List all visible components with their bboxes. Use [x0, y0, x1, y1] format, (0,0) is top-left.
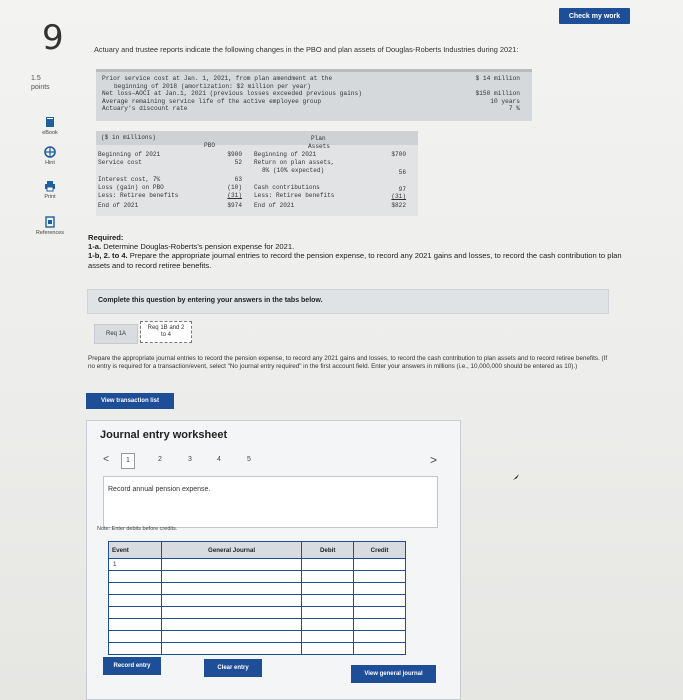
page-2[interactable]: 2	[158, 456, 162, 463]
question-number: 9	[42, 18, 64, 58]
print-icon	[44, 180, 56, 192]
print-label: Print	[44, 194, 56, 200]
event-cell	[109, 607, 162, 619]
table-row	[109, 559, 406, 571]
tab-req-1b-2-4[interactable]	[140, 321, 192, 343]
col-general-journal: General Journal	[161, 542, 301, 559]
actuary-info-box	[96, 69, 532, 121]
account-cell[interactable]	[161, 631, 301, 643]
info-row	[102, 75, 526, 83]
points-value: 1.5	[31, 75, 41, 82]
next-arrow-icon[interactable]: >	[430, 453, 438, 467]
journal-table	[108, 541, 406, 655]
pbo-value: $900	[227, 151, 242, 158]
info-text: Actuary's discount rate	[102, 105, 188, 112]
plan-label: Less: Retiree benefits	[254, 192, 335, 199]
pbo-label: Loss (gain) on PBO	[98, 184, 164, 191]
info-value: $ 14 million	[475, 75, 520, 82]
plan-value: $822	[391, 202, 406, 209]
debit-cell[interactable]	[302, 583, 354, 595]
plan-value: 56	[398, 169, 406, 176]
debit-cell[interactable]	[302, 559, 354, 571]
pbo-value: (31)	[227, 192, 242, 199]
event-cell	[109, 619, 162, 631]
clear-entry-button[interactable]: Clear entry	[204, 659, 262, 677]
record-entry-button[interactable]: Record entry	[103, 657, 161, 675]
entry-description: Record annual pension expense.	[103, 476, 438, 528]
info-text: Average remaining service life of the active employee group	[102, 97, 322, 105]
pbo-label: Interest cost, 7%	[98, 176, 161, 183]
info-row	[102, 83, 526, 91]
pbo-header: PBO	[204, 142, 215, 149]
col-credit: Credit	[354, 542, 406, 559]
debit-cell[interactable]	[302, 619, 354, 631]
credit-cell[interactable]	[354, 595, 406, 607]
table-row	[109, 583, 406, 595]
info-row	[102, 90, 526, 98]
info-text: Prior service cost at Jan. 1, 2021, from plan amendment at the	[102, 75, 333, 82]
plan-value: $700	[391, 151, 406, 158]
event-cell	[109, 631, 162, 643]
info-row	[102, 98, 526, 106]
debit-cell[interactable]	[302, 607, 354, 619]
page-4[interactable]: 4	[217, 456, 221, 463]
print-tool[interactable]	[30, 180, 70, 200]
credit-cell[interactable]	[354, 583, 406, 595]
event-cell	[109, 595, 162, 607]
prev-arrow-icon[interactable]: <	[103, 454, 109, 465]
complete-question-bar: Complete this question by entering your answers in the tabs below.	[87, 289, 609, 314]
hint-icon	[44, 146, 56, 158]
worksheet-title: Journal entry worksheet	[100, 429, 228, 441]
col-event: Event	[109, 542, 162, 559]
page-3[interactable]: 3	[188, 456, 192, 463]
pbo-label: Beginning of 2021	[98, 151, 161, 158]
required-title: Required:	[88, 233, 124, 242]
page-5[interactable]: 5	[247, 456, 251, 463]
tab-label-line1: Req 1B and 2	[147, 325, 185, 331]
pbo-plan-assets-table	[96, 131, 418, 216]
account-cell[interactable]	[161, 607, 301, 619]
info-text: beginning of 2018 (amortization: $2 million per year)	[114, 82, 311, 90]
account-cell[interactable]	[161, 583, 301, 595]
view-general-journal-button[interactable]: View general journal	[351, 665, 436, 683]
account-cell[interactable]	[161, 559, 301, 571]
credit-cell[interactable]	[354, 631, 406, 643]
event-cell	[109, 643, 162, 655]
page-1[interactable]: 1	[121, 453, 135, 469]
table-row	[109, 631, 406, 643]
hint-label: Hint	[45, 160, 55, 166]
info-row	[102, 105, 526, 113]
credit-cell[interactable]	[354, 607, 406, 619]
plan-label: Cash contributions	[254, 184, 320, 191]
debit-cell[interactable]	[302, 631, 354, 643]
part-a-text: Determine Douglas-Roberts's pension expense for 2021.	[103, 242, 295, 252]
part-b-text: Prepare the appropriate journal entries to record the pension expense, to record any 2021 gains and losses, to record the cash contribution to plan assets and to record retiree benefits.	[88, 251, 622, 270]
points-indicator	[31, 74, 50, 92]
table-row	[109, 571, 406, 583]
plan-value: (31)	[391, 193, 406, 200]
ebook-label: eBook	[42, 130, 58, 136]
event-cell	[109, 571, 162, 583]
question-intro: Actuary and trustee reports indicate the following changes in the PBO and plan assets of Douglas-Roberts Industries during 2021:	[94, 45, 519, 54]
mouse-cursor-icon	[512, 473, 520, 483]
check-my-work-button[interactable]: Check my work	[559, 8, 630, 24]
ebook-tool[interactable]	[30, 116, 70, 136]
tab-label-line2: to 4	[160, 332, 171, 338]
instructions-text: Prepare the appropriate journal entries to record the pension expense, to record any 2021 gains and losses, to record the cash contribution to plan assets and to record retiree benefits. (If no entry is required for a transaction/event, select "No journal entry required" in the first account field. Enter your answers in millions (i.e., 10,000,000 should be entered as 10).)	[88, 355, 608, 371]
pbo-label: Service cost	[98, 159, 142, 166]
pbo-value: 52	[234, 159, 242, 166]
references-tool[interactable]	[30, 216, 70, 236]
points-label: points	[31, 84, 50, 91]
plan-label: End of 2021	[254, 202, 295, 209]
references-icon	[44, 216, 56, 228]
plan-label: Beginning of 2021	[254, 151, 317, 158]
table-row	[109, 595, 406, 607]
plan-label: Return on plan assets,	[254, 159, 335, 166]
credit-cell[interactable]	[354, 643, 406, 655]
hint-tool[interactable]	[30, 146, 70, 166]
plan-header-2: Assets	[308, 143, 330, 150]
account-cell[interactable]	[161, 619, 301, 631]
book-icon	[44, 116, 56, 128]
pbo-value: 63	[234, 176, 242, 183]
info-text: Net loss–AOCI at Jan.1, 2021 (previous losses exceeded previous gains)	[102, 90, 362, 97]
info-value: 10 years	[490, 97, 520, 105]
view-transaction-list-button[interactable]: View transaction list	[86, 393, 174, 409]
references-label: References	[35, 230, 65, 236]
table-row	[109, 607, 406, 619]
account-cell[interactable]	[161, 595, 301, 607]
plan-label: 8% (10% expected)	[262, 167, 325, 174]
account-cell[interactable]	[161, 643, 301, 655]
debits-note: Note: Enter debits before credits.	[97, 526, 178, 532]
pbo-value: $974	[227, 202, 242, 209]
plan-header-1: Plan	[311, 135, 326, 142]
credit-cell[interactable]	[354, 571, 406, 583]
pbo-value: (10)	[227, 184, 242, 191]
part-b-label: 1-b, 2. to 4.	[88, 251, 128, 261]
pbo-label: End of 2021	[98, 202, 139, 209]
info-value: $150 million	[475, 90, 520, 97]
ledger-unit: ($ in millions)	[101, 134, 156, 141]
journal-entry-worksheet	[86, 420, 461, 700]
credit-cell[interactable]	[354, 619, 406, 631]
plan-value: 97	[398, 186, 406, 193]
pbo-label: Less: Retiree benefits	[98, 192, 179, 199]
debit-cell[interactable]	[302, 643, 354, 655]
table-row	[109, 619, 406, 631]
required-section	[88, 233, 628, 270]
event-cell	[109, 583, 162, 595]
account-cell[interactable]	[161, 571, 301, 583]
debit-cell[interactable]	[302, 571, 354, 583]
credit-cell[interactable]	[354, 559, 406, 571]
col-debit: Debit	[302, 542, 354, 559]
debit-cell[interactable]	[302, 595, 354, 607]
table-row	[109, 643, 406, 655]
part-a-label: 1-a.	[88, 242, 102, 252]
tab-req-1a[interactable]: Req 1A	[94, 324, 138, 344]
info-value: 7 %	[508, 105, 520, 112]
event-cell: 1	[109, 559, 162, 571]
